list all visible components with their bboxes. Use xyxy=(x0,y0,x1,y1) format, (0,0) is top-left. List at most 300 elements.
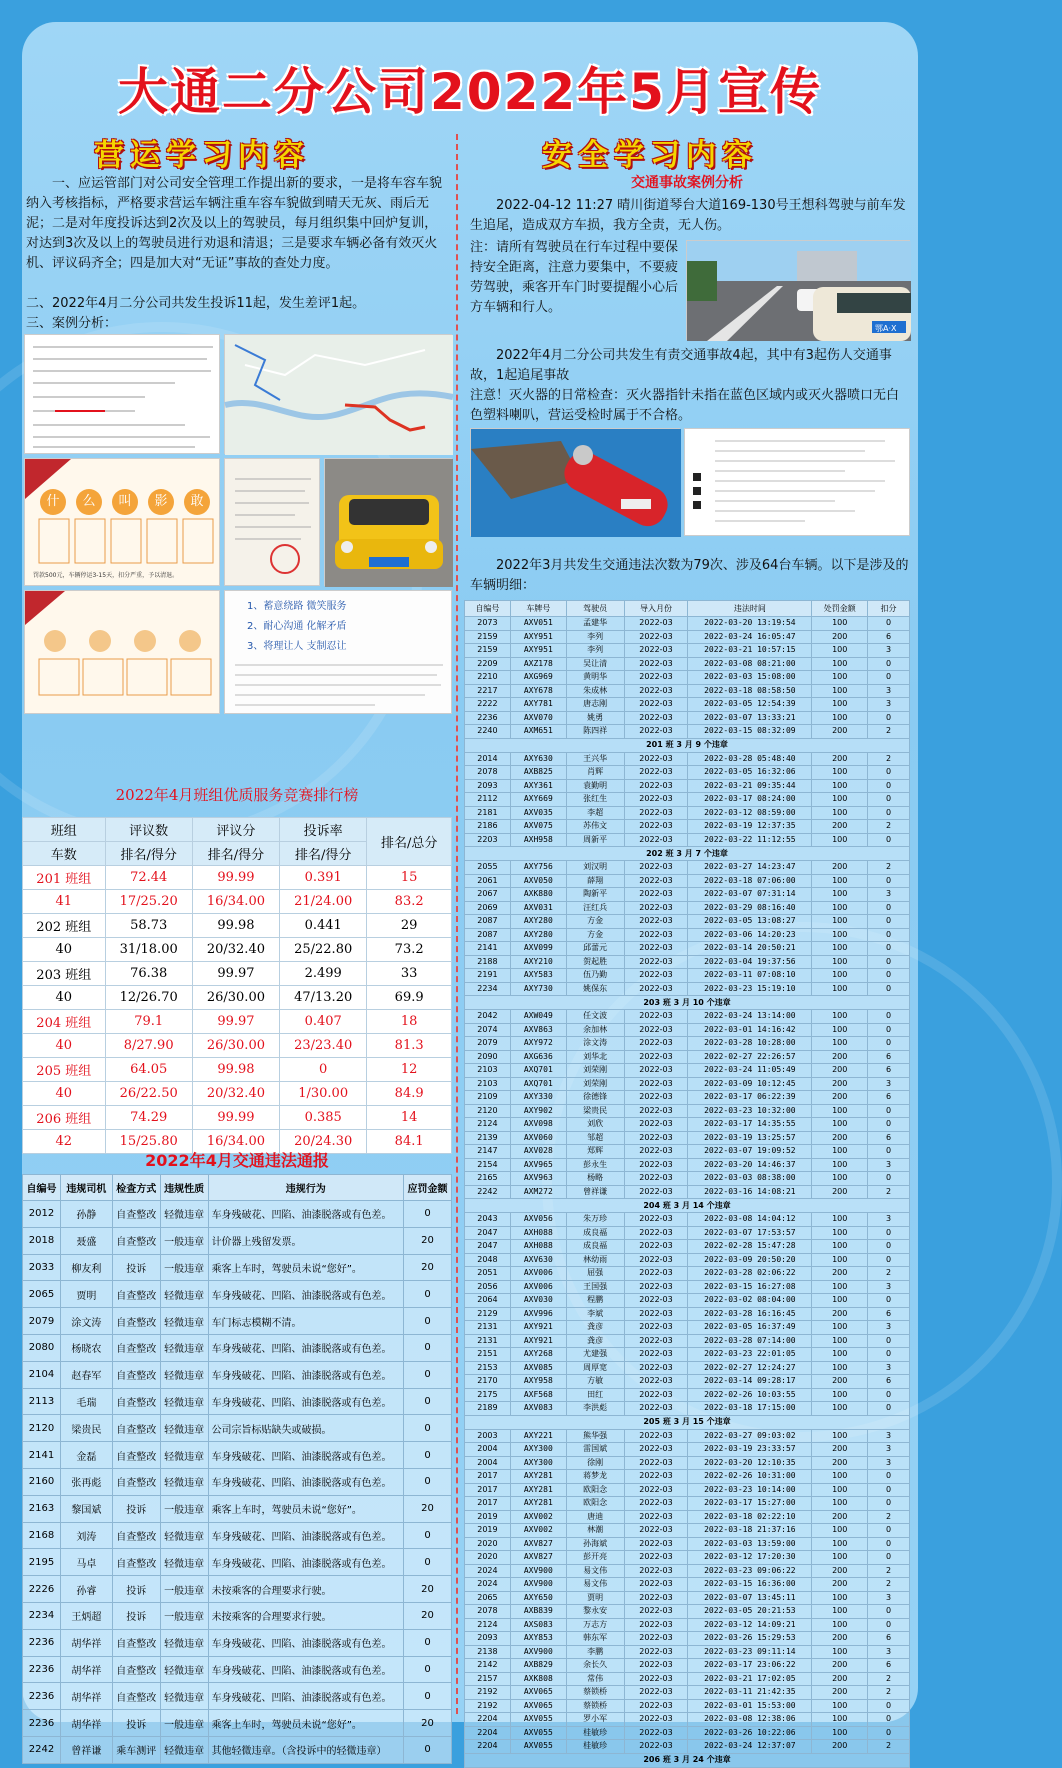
vehicle-cell: 2017 xyxy=(465,1483,511,1497)
violation-cell: 刘涛 xyxy=(60,1522,112,1549)
vehicle-cell: 2022-03-23 15:19:10 xyxy=(688,982,812,996)
vehicle-cell: 200 xyxy=(812,1443,868,1457)
vehicle-cell: 100 xyxy=(812,1240,868,1254)
violation-row xyxy=(23,1308,452,1335)
vehicle-cell: 2069 xyxy=(465,901,511,915)
vehicle-cell: 方金 xyxy=(566,928,624,942)
vehicle-cell: 3 xyxy=(868,1361,910,1375)
vehicle-cell: 周厚宽 xyxy=(566,1361,624,1375)
rank-cell: 2.499 xyxy=(280,962,367,986)
vehicle-cell: 100 xyxy=(812,711,868,725)
violation-row xyxy=(23,1281,452,1308)
vehicle-cell: 2022-03 xyxy=(624,969,688,983)
violation-cell: 2236 xyxy=(23,1656,61,1683)
violation-cell: 聂盛 xyxy=(60,1227,112,1254)
vehicle-cell: 100 xyxy=(812,1645,868,1659)
violation-row xyxy=(23,1602,452,1629)
violation-cell: 投诉 xyxy=(112,1495,160,1522)
rank-row xyxy=(23,890,452,914)
violation-cell: 车身残破花、凹陷、油漆脱落或有色差。 xyxy=(208,1388,403,1415)
vehicle-cell: 2022-03 xyxy=(624,1470,688,1484)
violation-row xyxy=(23,1736,452,1763)
violation-cell: 自查整改 xyxy=(112,1629,160,1656)
rank-header: 班组 xyxy=(23,818,106,842)
vehicle-cell: 刘华北 xyxy=(566,1050,624,1064)
violation-header: 检查方式 xyxy=(112,1175,160,1201)
rank-cell: 12 xyxy=(367,1058,452,1082)
vehicle-cell: 2051 xyxy=(465,1267,511,1281)
vehicle-cell: AXV055 xyxy=(510,1740,566,1754)
vehicle-cell: 2022-03 xyxy=(624,644,688,658)
vehicle-cell: 2093 xyxy=(465,779,511,793)
vehicle-cell: 2022-03 xyxy=(624,874,688,888)
vehicle-cell: 200 xyxy=(812,1091,868,1105)
rank-cell: 79.1 xyxy=(105,1010,192,1034)
violation-cell: 车身残破花、凹陷、油漆脱落或有色差。 xyxy=(208,1281,403,1308)
vehicle-cell: 0 xyxy=(868,1524,910,1538)
group-summary: 202 班 3 月 7 个违章 xyxy=(465,847,910,861)
vehicle-cell: 2022-03 xyxy=(624,833,688,847)
vehicle-cell: 2192 xyxy=(465,1699,511,1713)
vehicle-cell: 2022-02-27 12:24:27 xyxy=(688,1361,812,1375)
vehicle-cell: 0 xyxy=(868,671,910,685)
vehicle-cell: 2022-03-24 11:05:49 xyxy=(688,1064,812,1078)
vehicle-cell: 2170 xyxy=(465,1375,511,1389)
violation-cell: 0 xyxy=(404,1308,452,1335)
vehicle-cell: AXV030 xyxy=(510,1294,566,1308)
violation-cell: 自查整改 xyxy=(112,1361,160,1388)
violation-cell: 自查整改 xyxy=(112,1388,160,1415)
vehicle-cell: AXY958 xyxy=(510,1375,566,1389)
vehicle-cell: 100 xyxy=(812,1334,868,1348)
violation-header: 应罚金额 xyxy=(404,1175,452,1201)
vehicle-cell: 2204 xyxy=(465,1713,511,1727)
vehicle-cell: 100 xyxy=(812,969,868,983)
violation-cell: 车身残破花、凹陷、油漆脱落或有色差。 xyxy=(208,1361,403,1388)
vehicle-cell: AXY281 xyxy=(510,1483,566,1497)
vehicle-cell: 2022-03-18 07:06:00 xyxy=(688,874,812,888)
vehicle-cell: AXY730 xyxy=(510,982,566,996)
vehicle-cell: AXH088 xyxy=(510,1240,566,1254)
violation-row xyxy=(23,1549,452,1576)
vehicle-cell: 邱蕾元 xyxy=(566,942,624,956)
ops-heading: 营运学习内容 xyxy=(94,138,310,173)
vehicle-cell: 姚勇 xyxy=(566,711,624,725)
vehicle-row xyxy=(465,1578,910,1592)
vehicle-header: 导入月份 xyxy=(624,601,688,617)
rank-cell: 99.97 xyxy=(192,1010,279,1034)
vehicle-cell: 方敏 xyxy=(566,1375,624,1389)
vehicle-cell: AXQ701 xyxy=(510,1077,566,1091)
violation-cell: 金磊 xyxy=(60,1442,112,1469)
rank-header: 评议数 xyxy=(105,818,192,842)
inspection-screenshot xyxy=(684,428,910,536)
rank-cell: 99.98 xyxy=(192,914,279,938)
vehicle-cell: 龚彦 xyxy=(566,1334,624,1348)
rank-cell: 99.97 xyxy=(192,962,279,986)
vehicle-cell: 3 xyxy=(868,698,910,712)
rank-cell: 203 班组 xyxy=(23,962,106,986)
vehicle-cell: AXV827 xyxy=(510,1551,566,1565)
violation-row xyxy=(23,1415,452,1442)
vehicle-cell: 2154 xyxy=(465,1158,511,1172)
vehicle-cell: AXW049 xyxy=(510,1010,566,1024)
violation-cell: 曾祥谦 xyxy=(60,1736,112,1763)
vehicle-cell: 彭开亮 xyxy=(566,1551,624,1565)
violation-cell: 2080 xyxy=(23,1334,61,1361)
vehicle-cell: 2067 xyxy=(465,888,511,902)
vehicle-cell: 罗小军 xyxy=(566,1713,624,1727)
violation-cell: 0 xyxy=(404,1683,452,1710)
vehicle-cell: 桂敏珍 xyxy=(566,1740,624,1754)
vehicle-cell: 100 xyxy=(812,915,868,929)
violation-cell: 0 xyxy=(404,1201,452,1228)
vehicle-cell: AXK880 xyxy=(510,888,566,902)
vehicle-cell: 100 xyxy=(812,1551,868,1565)
violation-cell: 柳友利 xyxy=(60,1254,112,1281)
vehicle-cell: 100 xyxy=(812,644,868,658)
violation-cell: 0 xyxy=(404,1736,452,1763)
violation-cell: 轻微违章 xyxy=(160,1361,208,1388)
vehicle-cell: 0 xyxy=(868,1483,910,1497)
violation-row xyxy=(23,1629,452,1656)
rank-row xyxy=(23,1082,452,1106)
rank-row xyxy=(23,938,452,962)
vehicle-cell: 2159 xyxy=(465,644,511,658)
vehicle-cell: 200 xyxy=(812,1064,868,1078)
vehicle-cell: 100 xyxy=(812,766,868,780)
rank-cell: 76.38 xyxy=(105,962,192,986)
safety-heading: 安全学习内容 xyxy=(542,138,758,173)
vehicle-cell: 0 xyxy=(868,1551,910,1565)
rank-cell: 0.407 xyxy=(280,1010,367,1034)
vehicle-cell: 2234 xyxy=(465,982,511,996)
vehicle-cell: 2022-03-27 14:23:47 xyxy=(688,861,812,875)
violation-cell: 孙睿 xyxy=(60,1576,112,1603)
violation-row xyxy=(23,1361,452,1388)
violation-cell: 投诉 xyxy=(112,1254,160,1281)
vehicle-cell: 2 xyxy=(868,861,910,875)
violation-cell: 自查整改 xyxy=(112,1415,160,1442)
vehicle-cell: AXY781 xyxy=(510,698,566,712)
rank-cell: 16/34.00 xyxy=(192,890,279,914)
vehicle-cell: 200 xyxy=(812,1267,868,1281)
violation-row xyxy=(23,1227,452,1254)
vehicle-cell: 0 xyxy=(868,1240,910,1254)
vehicle-cell: 2022-03-28 07:14:00 xyxy=(688,1334,812,1348)
vehicle-cell: 2022-03 xyxy=(624,1618,688,1632)
vehicle-cell: 2022-03 xyxy=(624,1713,688,1727)
vehicle-cell: AXY921 xyxy=(510,1321,566,1335)
vehicle-cell: 易文伟 xyxy=(566,1578,624,1592)
vehicle-cell: 孟建华 xyxy=(566,617,624,631)
vehicle-cell: 100 xyxy=(812,874,868,888)
vehicle-cell: 200 xyxy=(812,725,868,739)
vehicle-cell: 2061 xyxy=(465,874,511,888)
vehicle-cell: 欧阳念 xyxy=(566,1483,624,1497)
vehicle-cell: 余长久 xyxy=(566,1659,624,1673)
vehicle-cell: 0 xyxy=(868,657,910,671)
vehicle-cell: 2022-03-05 16:32:06 xyxy=(688,766,812,780)
vehicle-cell: 2138 xyxy=(465,1645,511,1659)
vehicle-cell: 2204 xyxy=(465,1740,511,1754)
vehicle-cell: 2056 xyxy=(465,1280,511,1294)
vehicle-cell: 0 xyxy=(868,874,910,888)
vehicle-cell: 200 xyxy=(812,1686,868,1700)
vehicle-cell: 100 xyxy=(812,833,868,847)
vehicle-cell: 2103 xyxy=(465,1064,511,1078)
violation-cell: 轻微违章 xyxy=(160,1656,208,1683)
vehicle-cell: AXY330 xyxy=(510,1091,566,1105)
vehicle-cell: 2022-03-16 14:08:21 xyxy=(688,1185,812,1199)
vehicle-cell: 2022-02-26 10:31:00 xyxy=(688,1470,812,1484)
vehicle-cell: 刘荣刚 xyxy=(566,1077,624,1091)
violation-cell: 胡华祥 xyxy=(60,1710,112,1737)
violation-cell: 车身残破花、凹陷、油漆脱落或有色差。 xyxy=(208,1201,403,1228)
vehicle-row xyxy=(465,1334,910,1348)
violation-cell: 车身残破花、凹陷、油漆脱落或有色差。 xyxy=(208,1442,403,1469)
vehicle-cell: 2022-03-28 02:06:22 xyxy=(688,1267,812,1281)
vehicle-cell: 3 xyxy=(868,1645,910,1659)
vehicle-cell: AXY268 xyxy=(510,1348,566,1362)
vehicle-cell: 0 xyxy=(868,1118,910,1132)
vehicle-cell: 2 xyxy=(868,1564,910,1578)
vehicle-row xyxy=(465,1483,910,1497)
vehicle-cell: 2022-03 xyxy=(624,725,688,739)
vehicle-cell: 2022-03 xyxy=(624,1537,688,1551)
vehicle-cell: AXY902 xyxy=(510,1104,566,1118)
vehicle-cell: 程鹏 xyxy=(566,1294,624,1308)
vehicle-cell: 2022-03 xyxy=(624,955,688,969)
vehicle-cell: 方金 xyxy=(566,915,624,929)
rank-header: 投诉率 xyxy=(280,818,367,842)
vehicle-cell: 2188 xyxy=(465,955,511,969)
vehicle-cell: AXV050 xyxy=(510,874,566,888)
vehicle-row xyxy=(465,1064,910,1078)
vehicle-cell: 2129 xyxy=(465,1307,511,1321)
vehicle-cell: 3 xyxy=(868,1077,910,1091)
vehicle-cell: 2022-03-05 16:37:49 xyxy=(688,1321,812,1335)
vehicle-cell: 2022-03-12 17:20:30 xyxy=(688,1551,812,1565)
vehicle-cell: AXV085 xyxy=(510,1361,566,1375)
vehicle-cell: 陈四祥 xyxy=(566,725,624,739)
vehicle-cell: 2022-03-15 16:27:08 xyxy=(688,1280,812,1294)
rank-cell: 0.441 xyxy=(280,914,367,938)
vehicle-cell: 0 xyxy=(868,766,910,780)
vehicle-cell: 蔡锁桥 xyxy=(566,1686,624,1700)
char-badge: 敢 xyxy=(184,489,210,515)
vehicle-row xyxy=(465,1226,910,1240)
vehicle-cell: 2024 xyxy=(465,1564,511,1578)
vehicle-row xyxy=(465,1375,910,1389)
vehicle-cell: 2022-03 xyxy=(624,1402,688,1416)
vehicle-cell: AXV002 xyxy=(510,1510,566,1524)
vehicle-cell: 2153 xyxy=(465,1361,511,1375)
violation-header: 自编号 xyxy=(23,1175,61,1201)
rank-cell: 73.2 xyxy=(367,938,452,962)
violation-row xyxy=(23,1683,452,1710)
vehicle-row xyxy=(465,1456,910,1470)
violation-cell: 轻微违章 xyxy=(160,1442,208,1469)
violation-cell: 轻微违章 xyxy=(160,1334,208,1361)
vehicle-cell: 3 xyxy=(868,1158,910,1172)
group-summary: 201 班 3 月 9 个违章 xyxy=(465,738,910,752)
violation-cell: 20 xyxy=(404,1227,452,1254)
vehicle-cell: 欧阳念 xyxy=(566,1497,624,1511)
vehicle-cell: AXV965 xyxy=(510,1158,566,1172)
vehicle-cell: 袁勤明 xyxy=(566,779,624,793)
violation-cell: 涂文涛 xyxy=(60,1308,112,1335)
vehicle-row xyxy=(465,698,910,712)
vehicle-cell: AXY678 xyxy=(510,684,566,698)
violation-cell: 黎国斌 xyxy=(60,1495,112,1522)
vehicle-row xyxy=(465,1659,910,1673)
vehicle-row xyxy=(465,684,910,698)
rank-cell: 20/32.40 xyxy=(192,938,279,962)
vehicle-cell: 100 xyxy=(812,928,868,942)
vehicle-cell: 2047 xyxy=(465,1240,511,1254)
vehicle-cell: 3 xyxy=(868,1591,910,1605)
vehicle-cell: 0 xyxy=(868,1037,910,1051)
vehicle-cell: AXY921 xyxy=(510,1334,566,1348)
vehicle-cell: 孙海斌 xyxy=(566,1537,624,1551)
vehicle-cell: 100 xyxy=(812,1402,868,1416)
vehicle-cell: 2014 xyxy=(465,752,511,766)
vehicle-cell: AXV002 xyxy=(510,1524,566,1538)
vehicle-cell: 朱成林 xyxy=(566,684,624,698)
vehicle-cell: 薛翔 xyxy=(566,874,624,888)
vehicle-cell: 李洪彪 xyxy=(566,1402,624,1416)
vehicle-cell: 李鹏 xyxy=(566,1645,624,1659)
vehicle-cell: 100 xyxy=(812,1618,868,1632)
vehicle-cell: 100 xyxy=(812,1118,868,1132)
vehicle-cell: 2022-03 xyxy=(624,766,688,780)
vehicle-cell: 2022-03 xyxy=(624,1551,688,1565)
vehicle-cell: 100 xyxy=(812,942,868,956)
vehicle-cell: 2022-03-22 11:12:55 xyxy=(688,833,812,847)
vehicle-cell: AXV630 xyxy=(510,1253,566,1267)
service-slogan-image xyxy=(224,590,452,714)
vehicle-cell: 100 xyxy=(812,793,868,807)
vehicle-cell: 2022-03-21 17:02:05 xyxy=(688,1672,812,1686)
vehicle-cell: 2147 xyxy=(465,1145,511,1159)
vehicle-cell: 3 xyxy=(868,684,910,698)
char-badge: 影 xyxy=(148,489,174,515)
vehicle-cell: 2022-03-07 13:33:21 xyxy=(688,711,812,725)
vehicle-cell: 2022-02-26 10:03:55 xyxy=(688,1388,812,1402)
vehicle-cell: 100 xyxy=(812,1699,868,1713)
vehicle-cell: 3 xyxy=(868,1213,910,1227)
vehicle-cell: 2022-03 xyxy=(624,1361,688,1375)
vehicle-cell: AXV900 xyxy=(510,1645,566,1659)
vehicle-cell: 2120 xyxy=(465,1104,511,1118)
vehicle-cell: AXY280 xyxy=(510,928,566,942)
vehicle-row xyxy=(465,1632,910,1646)
vehicle-cell: 2186 xyxy=(465,820,511,834)
rank-row xyxy=(23,1034,452,1058)
violation-cell: 2065 xyxy=(23,1281,61,1308)
violation-cell: 一般违章 xyxy=(160,1602,208,1629)
vehicle-cell: 2022-03 xyxy=(624,1185,688,1199)
violation-cell: 自查整改 xyxy=(112,1201,160,1228)
vehicle-cell: 0 xyxy=(868,1497,910,1511)
vehicle-row xyxy=(465,1091,910,1105)
rank-cell: 64.05 xyxy=(105,1058,192,1082)
vehicle-cell: 0 xyxy=(868,711,910,725)
vehicle-cell: 0 xyxy=(868,1334,910,1348)
vehicle-cell: 2 xyxy=(868,1267,910,1281)
accident-photo xyxy=(686,240,910,340)
violation-cell: 马卓 xyxy=(60,1549,112,1576)
vehicle-cell: 0 xyxy=(868,969,910,983)
vehicle-cell: 黄明华 xyxy=(566,671,624,685)
violation-cell: 轻微违章 xyxy=(160,1201,208,1228)
vehicle-row xyxy=(465,766,910,780)
rank-row xyxy=(23,914,452,938)
vehicle-cell: 2131 xyxy=(465,1334,511,1348)
vehicle-cell: 邹超 xyxy=(566,1131,624,1145)
vehicle-cell: 徐德锋 xyxy=(566,1091,624,1105)
vehicle-cell: 2022-03 xyxy=(624,1023,688,1037)
violation-cell: 自查整改 xyxy=(112,1468,160,1495)
violation-cell: 2160 xyxy=(23,1468,61,1495)
vehicle-cell: 2181 xyxy=(465,806,511,820)
vehicle-cell: 张红生 xyxy=(566,793,624,807)
vehicle-row xyxy=(465,901,910,915)
vehicle-cell: 2240 xyxy=(465,725,511,739)
vehicle-header: 扣分 xyxy=(868,601,910,617)
vehicle-cell: 2022-03-29 08:16:40 xyxy=(688,901,812,915)
violation-cell: 毛瑞 xyxy=(60,1388,112,1415)
vehicle-cell: AXY583 xyxy=(510,969,566,983)
rank-row xyxy=(23,1106,452,1130)
vehicle-cell: 0 xyxy=(868,1726,910,1740)
vehicle-cell: AXY281 xyxy=(510,1497,566,1511)
vehicle-cell: 2022-03 xyxy=(624,1605,688,1619)
violation-summary: 2022年3月共发生交通违法次数为79次、涉及64台车辆。以下是涉及的车辆明细： xyxy=(470,558,909,593)
vehicle-cell: 2022-03 xyxy=(624,684,688,698)
vehicle-cell: AXY756 xyxy=(510,861,566,875)
violation-cell: 轻微违章 xyxy=(160,1549,208,1576)
vehicle-cell: 100 xyxy=(812,1591,868,1605)
vehicle-cell: AXB829 xyxy=(510,1659,566,1673)
vehicle-cell: AXV065 xyxy=(510,1699,566,1713)
vehicle-cell: AXY951 xyxy=(510,630,566,644)
rank-row xyxy=(23,986,452,1010)
vehicle-cell: 2022-03 xyxy=(624,1280,688,1294)
vehicle-cell: 成良福 xyxy=(566,1226,624,1240)
vehicle-cell: AXS083 xyxy=(510,1618,566,1632)
rank-cell: 47/13.20 xyxy=(280,986,367,1010)
vehicle-cell: AXV006 xyxy=(510,1280,566,1294)
vehicle-cell: 2022-03-12 14:09:21 xyxy=(688,1618,812,1632)
vehicle-cell: AXV035 xyxy=(510,806,566,820)
vehicle-cell: 熊华强 xyxy=(566,1429,624,1443)
violation-cell: 20 xyxy=(404,1495,452,1522)
vehicle-cell: 100 xyxy=(812,779,868,793)
violation-cell: 一般违章 xyxy=(160,1495,208,1522)
vehicle-cell: AXV996 xyxy=(510,1307,566,1321)
violation-row xyxy=(23,1710,452,1737)
vehicle-cell: 2022-03 xyxy=(624,1158,688,1172)
vehicle-cell: 2022-03 xyxy=(624,1645,688,1659)
vehicle-cell: AXV083 xyxy=(510,1402,566,1416)
rank-cell: 40 xyxy=(23,986,106,1010)
vehicle-row xyxy=(465,1294,910,1308)
vehicle-cell: 2022-03-18 17:15:00 xyxy=(688,1402,812,1416)
vehicle-cell: 2022-03 xyxy=(624,1131,688,1145)
rank-cell: 1/30.00 xyxy=(280,1082,367,1106)
